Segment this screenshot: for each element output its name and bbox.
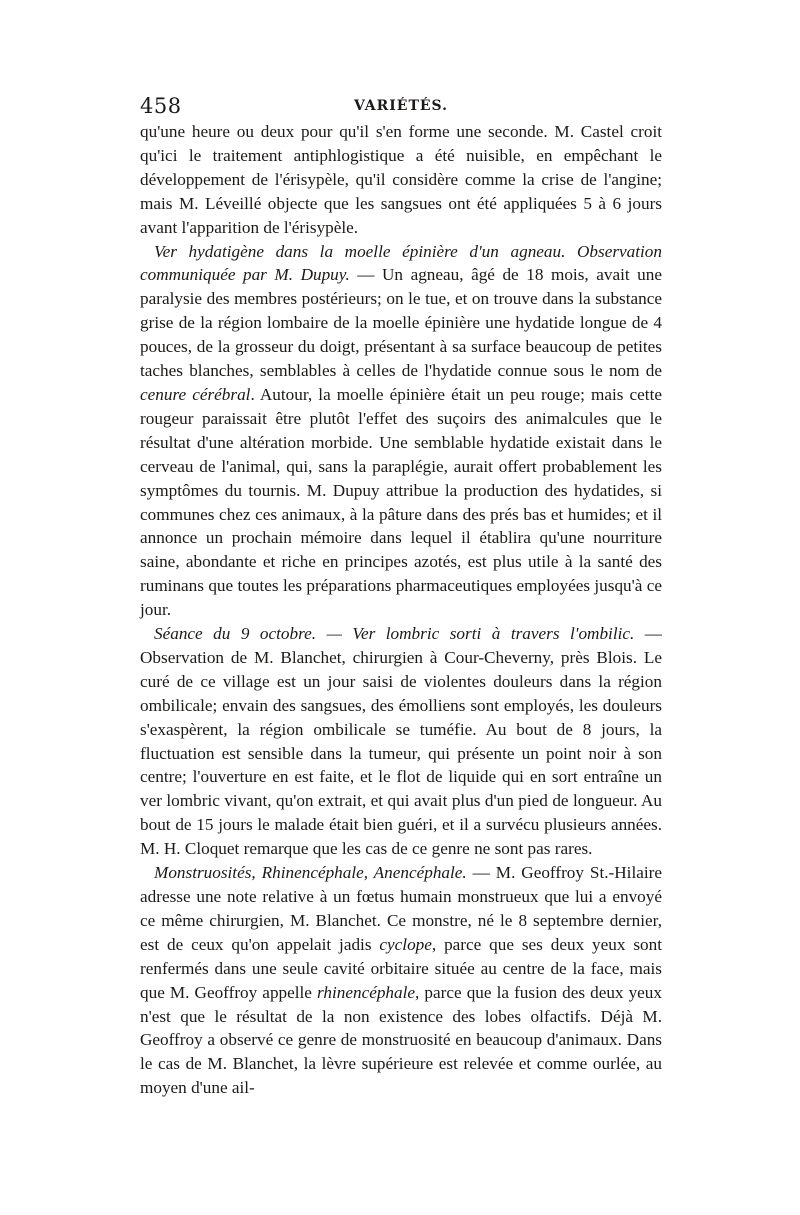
emphasis: cyclope bbox=[379, 934, 432, 954]
book-page bbox=[140, 90, 662, 1100]
paragraph-monstruosites bbox=[140, 861, 662, 1100]
page-number: 458 bbox=[140, 94, 182, 118]
paragraph-lombric bbox=[140, 622, 662, 861]
paragraph-text: — Un agneau, âgé de 18 mois, avait une paralysie des membres postérieurs; on le tue, et on trouve dans la substance grise de la région lombaire de la moelle épinière une hydatide longue de 4 pouces, de la grosseur du doigt, présentant à sa surface beaucoup de petites taches blanches, semblables à celles de l'hydatide connue sous le nom de bbox=[140, 265, 662, 381]
section-heading: Séance du 9 octobre. — Ver lombric sorti à travers l'ombilic. bbox=[154, 624, 635, 644]
section-heading: Ver hydatigène dans la moelle épinière d'un agneau. Observation communiquée par M. Dupuy. bbox=[140, 241, 662, 285]
emphasis: cenure cérébral bbox=[140, 384, 251, 404]
page-header bbox=[140, 90, 662, 120]
running-head: VARIÉTÉS. bbox=[353, 98, 449, 114]
body-text bbox=[140, 120, 662, 1100]
paragraph-text: , parce que la fusion des deux yeux n'est que le résultat de la non existence des lobes olfactifs. Déjà M. Geoffroy a observé ce genre de monstruosité en beaucoup d'animaux. Dans le cas de M. Blanchet, la lèvre supérieure est relevée et comme ourlée, au moyen d'une ail- bbox=[140, 982, 662, 1098]
paragraph-text: — M. Geoffroy St.-Hilaire adresse une note relative à un fœtus humain monstrueux que lui a envoyé ce même chirurgien, M. Blanchet. Ce monstre, né le 8 septembre dernier, est de ceux qu'on appelait jadis bbox=[140, 863, 662, 954]
section-heading: Monstruosités, Rhinencéphale, Anencéphale. bbox=[154, 863, 467, 883]
paragraph-text: — Observation de M. Blanchet, chirurgien à Cour-Cheverny, près Blois. Le curé de ce village est un jour saisi de violentes douleurs dans la région ombilicale; envain des sangsues, des émolliens sont employés, les douleurs s'exaspèrent, la région ombilicale se tuméfie. Au bout de 8 jours, la fluctuation est sensible dans la tumeur, qui présente un point noir à son centre; l'ouverture en est faite, et le flot de liquide qui en sort entraîne un ver lombric vivant, qu'on extrait, et qui avait plus d'un pied de longueur. Au bout de 15 jours le malade était bien guéri, et il a survécu plusieurs années. M. H. Cloquet remarque que les cas de ce genre ne sont pas rares. bbox=[140, 624, 662, 859]
paragraph-text: , parce que ses deux yeux sont renfermés dans une seule cavité orbitaire située au centre de la face, mais que M. Geoffroy appelle bbox=[140, 934, 662, 1002]
paragraph-text: qu'une heure ou deux pour qu'il s'en forme une seconde. M. Castel croit qu'ici le traitement antiphlogistique a été nuisible, en empêchant le développement de l'érisypèle, qu'il considère comme la crise de l'angine; mais M. Léveillé objecte que les sangsues ont été appliquées 5 à 6 jours avant l'apparition de l'érisypèle. bbox=[140, 122, 662, 237]
paragraph-hydatid bbox=[140, 240, 662, 623]
paragraph-continuation bbox=[140, 120, 662, 240]
paragraph-text: . Autour, la moelle épinière était un peu rouge; mais cette rougeur paraissait être plutôt l'effet des suçoirs des animalcules que le résultat d'une altération morbide. Une semblable hydatide existait dans le cerveau de l'animal, qui, sans la paraplégie, aurait offert probablement les symptômes du tournis. M. Dupuy attribue la production des hydatides, si communes chez ces animaux, à la pâture dans des prés bas et humides; et il annonce un prochain mémoire dans lequel il établira qu'une nourriture saine, abondante et riche en principes azotés, est plus utile à la santé des ruminans que toutes les préparations pharmaceutiques employées jusqu'à ce jour. bbox=[140, 384, 662, 620]
emphasis: rhinencéphale bbox=[317, 982, 416, 1002]
